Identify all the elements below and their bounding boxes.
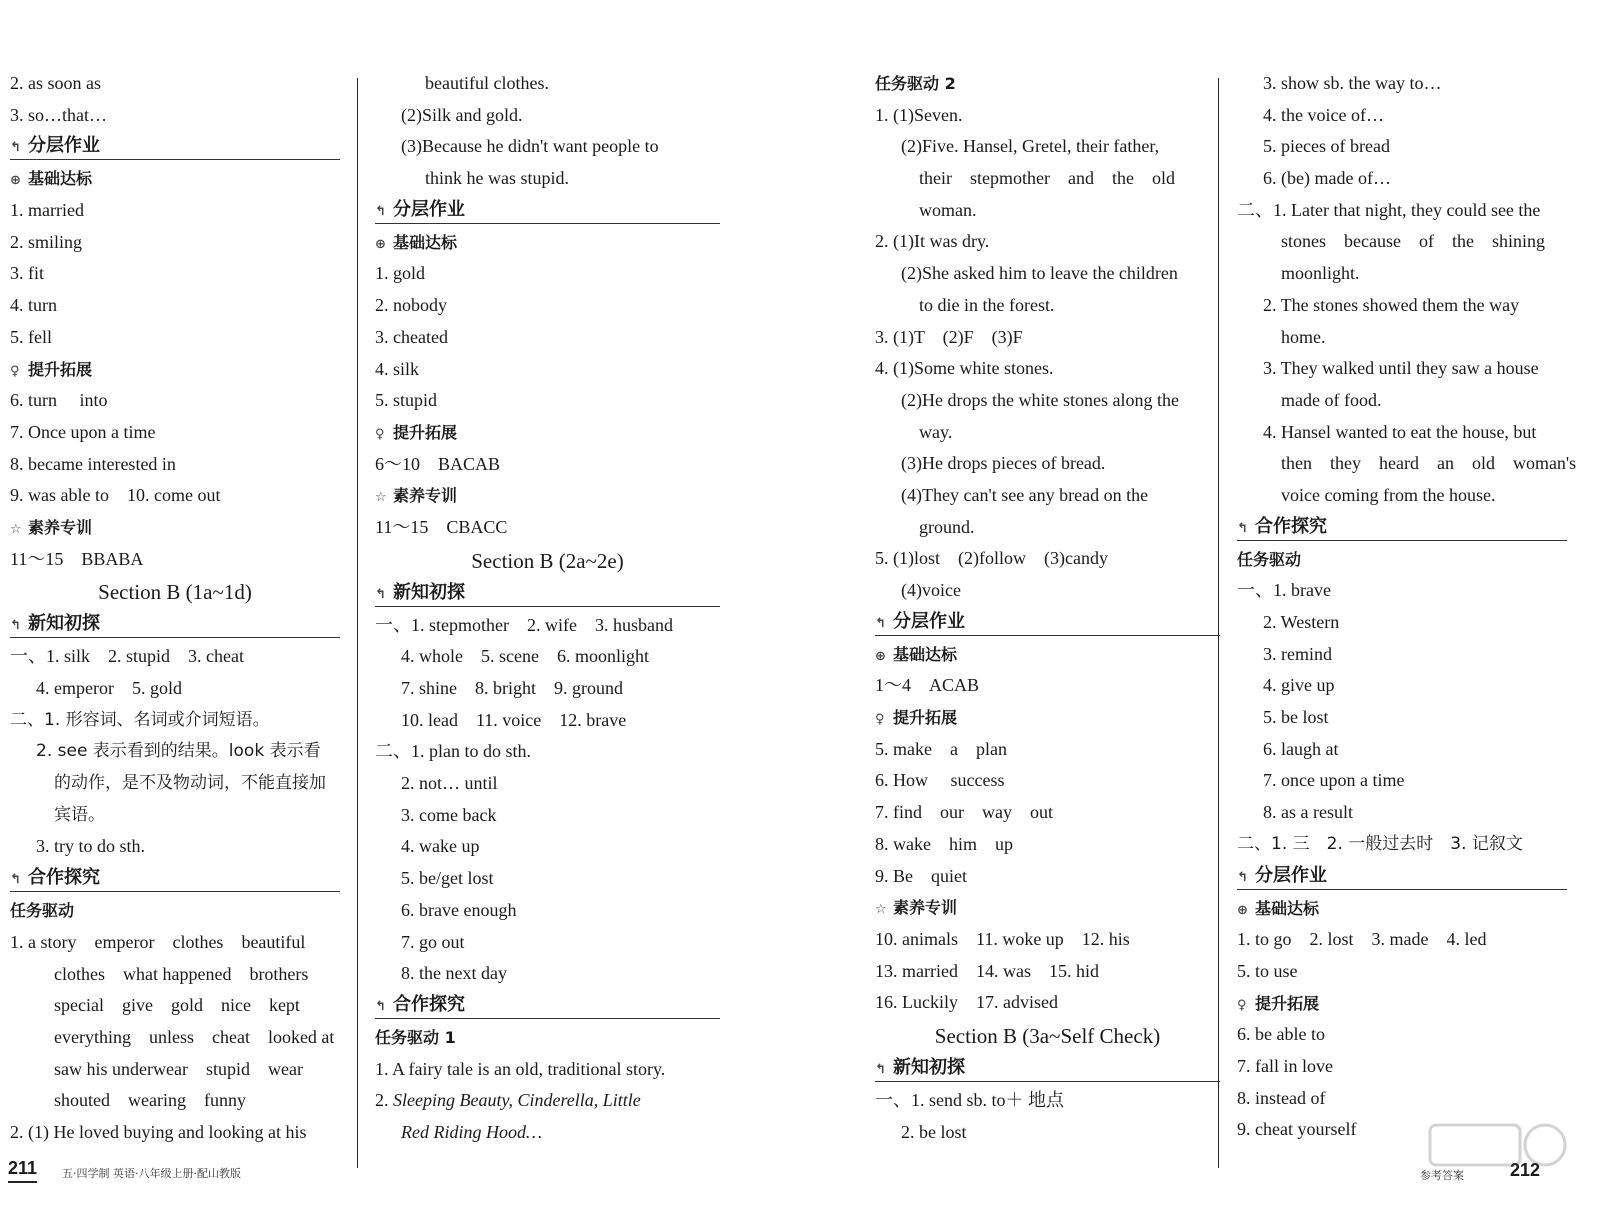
answer-line: 7. once upon a time — [1263, 770, 1405, 791]
section-heading: ↰ 新知初探 — [875, 1053, 1220, 1082]
answer-line: saw his underwear stupid wear — [54, 1058, 303, 1079]
column-divider — [357, 78, 358, 1168]
answer-line: 1. to go 2. lost 3. made 4. led — [1237, 929, 1487, 950]
answer-line: 6. (be) made of… — [1263, 168, 1391, 189]
answer-line: 5. stupid — [375, 390, 438, 411]
answer-line: woman. — [919, 199, 977, 220]
answer-line: 二、1. plan to do sth. — [375, 741, 531, 762]
answer-line: 1. A fairy tale is an old, traditional story. — [375, 1058, 666, 1079]
sub-heading: ☆ 素养专训 — [10, 512, 340, 544]
bulb-icon: ♀ — [10, 363, 20, 379]
sub-heading: ☆ 素养专训 — [375, 480, 720, 512]
answer-line: 4. Hansel wanted to eat the house, but — [1263, 421, 1537, 442]
sub-heading: ♀ 提升拓展 — [1237, 988, 1567, 1020]
sub-heading: ⊕ 基础达标 — [875, 639, 1220, 671]
arrow-hook-icon: ↰ — [875, 1061, 886, 1077]
answer-line: 6. brave enough — [401, 899, 517, 920]
answer-line: shouted wearing funny — [54, 1090, 246, 1111]
arrow-hook-icon: ↰ — [375, 998, 386, 1014]
answer-line: 二、1. 三 2. 一般过去时 3. 记叙文 — [1237, 833, 1523, 854]
answer-line: 7. Once upon a time — [10, 421, 156, 442]
task-heading: 任务驱动 1 — [375, 1027, 456, 1047]
answer-line: 1. a story emperor clothes beautiful — [10, 931, 306, 952]
answer-line: 4. (1)Some white stones. — [875, 358, 1054, 379]
answer-line: 1. married — [10, 200, 84, 221]
arrow-hook-icon: ↰ — [1237, 869, 1248, 885]
answer-line: 5. be/get lost — [401, 868, 494, 889]
answer-line: 2. (1) He loved buying and looking at his — [10, 1121, 307, 1142]
answer-line: 9. Be quiet — [875, 865, 967, 886]
answer-line: (2)He drops the white stones along the — [901, 389, 1179, 410]
answer-line: 2. Western — [1263, 612, 1340, 632]
answer-line: 的动作，是不及物动词，不能直接加 — [54, 773, 326, 794]
task-heading: 任务驱动 2 — [875, 74, 956, 93]
answer-line: 4. wake up — [401, 836, 480, 857]
column-4 — [1237, 68, 1577, 1146]
answer-line: 一、1. stepmother 2. wife 3. husband — [375, 614, 673, 635]
answer-line: (2)She asked him to leave the children — [901, 263, 1178, 284]
answer-line: 3. fit — [10, 263, 44, 284]
arrow-hook-icon: ↰ — [875, 615, 886, 631]
answer-line: 6. be able to — [1237, 1024, 1325, 1045]
answer-line: 9. cheat yourself — [1237, 1119, 1357, 1140]
star-icon: ☆ — [10, 521, 22, 537]
sub-heading: ♀ 提升拓展 — [375, 417, 720, 449]
answer-line: (2)Silk and gold. — [401, 104, 523, 125]
answer-line: 3. They walked until they saw a house — [1263, 358, 1539, 379]
answer-line: 5. pieces of bread — [1263, 136, 1390, 157]
section-heading: ↰ 合作探究 — [10, 863, 340, 892]
answer-line: 2. not… until — [401, 773, 498, 794]
answer-line: 2. see 表示看到的结果。look 表示看 — [36, 741, 321, 762]
answer-line: think he was stupid. — [425, 168, 569, 189]
answer-line: stones because of the shining — [1281, 231, 1545, 252]
section-title: Section B (2a~2e) — [471, 548, 624, 573]
star-icon: ☆ — [375, 490, 387, 506]
answer-line: 8. wake him up — [875, 833, 1013, 854]
answer-line: 一、1. send sb. to＋ 地点 — [875, 1089, 1064, 1110]
sub-heading: ⊕ 基础达标 — [375, 227, 720, 259]
sub-heading: ⊕ 基础达标 — [10, 163, 340, 195]
section-heading: ↰ 合作探究 — [1237, 512, 1567, 541]
answer-line: special give gold nice kept — [54, 995, 300, 1016]
answer-line: moonlight. — [1281, 263, 1360, 284]
page-number-left: 211 — [8, 1158, 37, 1183]
section-heading: ↰ 新知初探 — [10, 609, 340, 638]
answer-line: 7. fall in love — [1237, 1055, 1333, 1076]
answer-line: 6～10 BACAB — [375, 453, 501, 474]
answer-line: 6. laugh at — [1263, 738, 1339, 759]
arrow-hook-icon: ↰ — [10, 140, 21, 156]
column-1 — [10, 68, 340, 1149]
answer-line: 5. be lost — [1263, 707, 1329, 728]
answer-line: ground. — [919, 516, 975, 537]
section-heading: ↰ 分层作业 — [1237, 861, 1567, 890]
star-icon: ☆ — [875, 902, 887, 918]
answer-line: (3)He drops pieces of bread. — [901, 453, 1106, 474]
answer-line: 二、1. 形容词、名词或介词短语。 — [10, 709, 270, 730]
section-heading: ↰ 分层作业 — [10, 131, 340, 160]
arrow-hook-icon: ↰ — [375, 203, 386, 219]
answer-line: 5. fell — [10, 326, 52, 347]
section-title: Section B (1a~1d) — [98, 580, 252, 605]
answer-line: beautiful clothes. — [425, 73, 549, 93]
answer-line: 4. whole 5. scene 6. moonlight — [401, 646, 649, 667]
book-title: 五·四学制 英语·八年级上册·配山教版 — [62, 1167, 241, 1180]
answer-line: 2. nobody — [375, 295, 447, 316]
sub-heading: ♀ 提升拓展 — [10, 354, 340, 386]
task-heading: 任务驱动 — [10, 901, 75, 921]
answer-line: 3. (1)T (2)F (3)F — [875, 326, 1023, 347]
answer-line: voice coming from the house. — [1281, 484, 1496, 505]
section-heading: ↰ 分层作业 — [375, 195, 720, 224]
answer-line: 2. The stones showed them the way — [1263, 294, 1520, 315]
column-2 — [375, 68, 720, 1149]
answer-line: 5. make a plan — [875, 738, 1007, 759]
answer-line: 6. turn into — [10, 390, 108, 411]
footer-right-title: 参考答案 — [1420, 1169, 1464, 1182]
answer-line: home. — [1281, 326, 1326, 347]
answer-line: 11～15 CBACC — [375, 516, 508, 537]
answer-line: 8. as a result — [1263, 802, 1353, 823]
bulb-icon: ♀ — [375, 426, 385, 442]
lock-icon: ⊕ — [10, 173, 21, 189]
bulb-icon: ♀ — [875, 712, 885, 728]
column-3 — [875, 68, 1220, 1148]
answer-line: 2. be lost — [901, 1121, 967, 1142]
answer-line: 一、1. silk 2. stupid 3. cheat — [10, 646, 244, 667]
arrow-hook-icon: ↰ — [375, 586, 386, 602]
answer-line: 10. animals 11. woke up 12. his — [875, 928, 1130, 949]
answer-line: 7. find our way out — [875, 802, 1053, 823]
sub-heading: ☆ 素养专训 — [875, 892, 1220, 924]
answer-line: 2. as soon as — [10, 73, 101, 93]
answer-line: 5. (1)lost (2)follow (3)candy — [875, 548, 1108, 569]
answer-line: 9. was able to 10. come out — [10, 485, 221, 506]
lock-icon: ⊕ — [875, 648, 886, 664]
answer-line: 4. give up — [1263, 675, 1335, 696]
answer-line: (4)voice — [901, 580, 961, 600]
answer-line: way. — [919, 421, 953, 442]
answer-line: 6. How success — [875, 770, 1005, 791]
answer-line: to die in the forest. — [919, 294, 1055, 315]
answer-line: 2. (1)It was dry. — [875, 231, 990, 252]
lock-icon: ⊕ — [375, 236, 386, 252]
answer-line: everything unless cheat looked at — [54, 1026, 335, 1047]
lock-icon: ⊕ — [1237, 902, 1248, 918]
arrow-hook-icon: ↰ — [10, 618, 21, 634]
answer-line: (3)Because he didn't want people to — [401, 136, 659, 157]
answer-line: 3. cheated — [375, 326, 448, 347]
answer-line: (4)They can't see any bread on the — [901, 484, 1149, 505]
answer-line: 16. Luckily 17. advised — [875, 992, 1058, 1013]
task-heading: 任务驱动 — [1237, 549, 1302, 569]
answer-line: 4. the voice of… — [1263, 104, 1384, 125]
answer-line: 3. remind — [1263, 643, 1332, 664]
answer-line: 13. married 14. was 15. hid — [875, 960, 1099, 981]
section-title: Section B (3a~Self Check) — [934, 1023, 1161, 1048]
answer-line: 8. instead of — [1237, 1087, 1326, 1108]
answer-line: clothes what happened brothers — [54, 963, 309, 984]
answer-line: 5. to use — [1237, 960, 1298, 981]
answer-line: 4. silk — [375, 358, 420, 379]
sub-heading: ⊕ 基础达标 — [1237, 893, 1567, 925]
answer-line: 一、1. brave — [1237, 580, 1331, 601]
answer-line: 3. so…that… — [10, 104, 107, 125]
watermark-logo — [1420, 1100, 1570, 1200]
answer-line: 11～15 BBABA — [10, 548, 144, 569]
page-number-right: 212 — [1510, 1160, 1541, 1180]
answer-line: 2. smiling — [10, 231, 83, 252]
answer-line: 3. try to do sth. — [36, 836, 146, 857]
answer-line: made of food. — [1281, 389, 1382, 410]
answer-line: 10. lead 11. voice 12. brave — [401, 709, 627, 730]
bulb-icon: ♀ — [1237, 997, 1247, 1013]
answer-line: 4. emperor 5. gold — [36, 678, 182, 698]
answer-line: 1. gold — [375, 263, 426, 284]
answer-line: 宾语。 — [54, 804, 105, 825]
answer-line: 1. (1)Seven. — [875, 104, 963, 125]
answer-line: 3. show sb. the way to… — [1263, 73, 1442, 93]
answer-line: Red Riding Hood… — [401, 1121, 542, 1142]
arrow-hook-icon: ↰ — [10, 872, 21, 888]
answer-line: (2)Five. Hansel, Gretel, their father, — [901, 136, 1160, 157]
answer-line: 7. shine 8. bright 9. ground — [401, 678, 623, 698]
answer-line: 8. the next day — [401, 963, 507, 984]
answer-line: then they heard an old woman's — [1281, 453, 1577, 474]
section-heading: ↰ 分层作业 — [875, 607, 1220, 636]
answer-line: 7. go out — [401, 931, 465, 952]
section-heading: ↰ 合作探究 — [375, 990, 720, 1019]
answer-line: 二、1. Later that night, they could see the — [1237, 199, 1541, 220]
sub-heading: ♀ 提升拓展 — [875, 702, 1220, 734]
answer-line: 1～4 ACAB — [875, 675, 980, 696]
section-heading: ↰ 新知初探 — [375, 578, 720, 607]
answer-line: 3. come back — [401, 804, 497, 825]
answer-line: 4. turn — [10, 295, 57, 316]
answer-line: 8. became interested in — [10, 453, 176, 474]
answer-line: their stepmother and the old — [919, 168, 1175, 189]
arrow-hook-icon: ↰ — [1237, 520, 1248, 536]
answer-line: 2. Sleeping Beauty, Cinderella, Little — [375, 1090, 641, 1111]
